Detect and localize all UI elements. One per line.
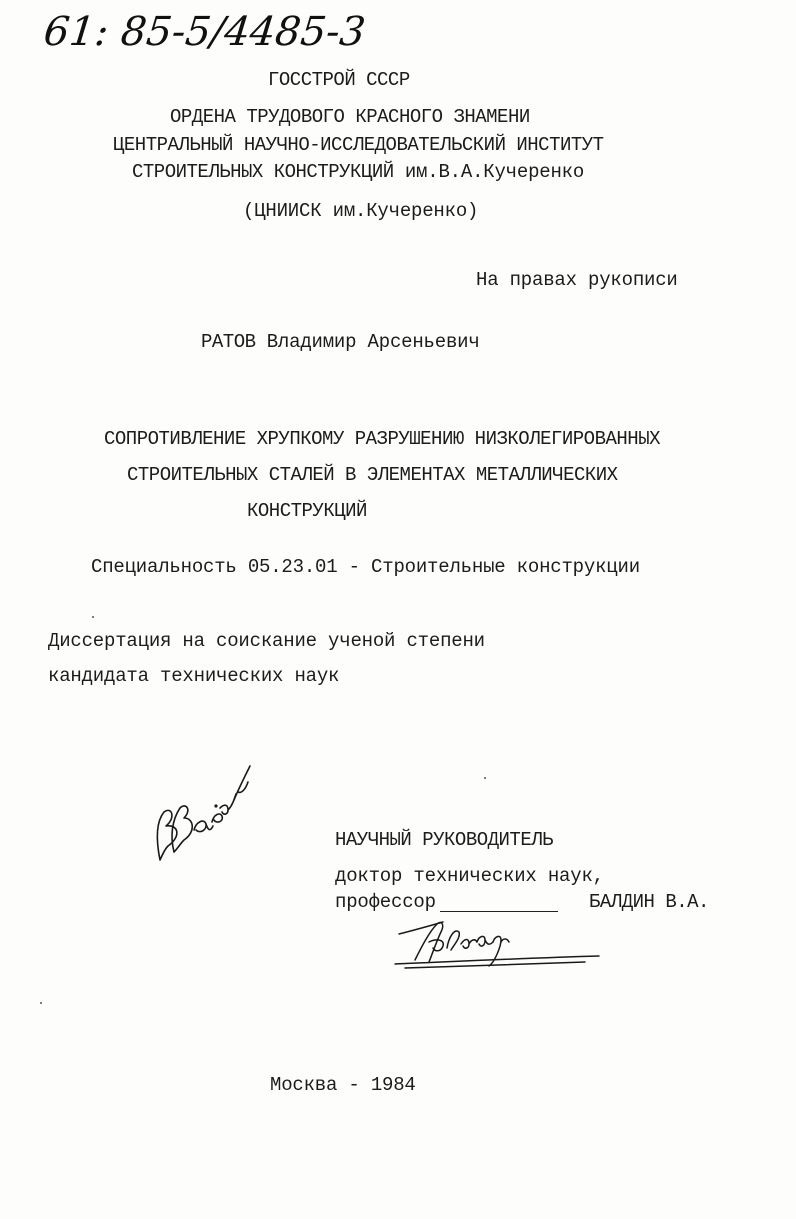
ministry-name: ГОССТРОЙ СССР <box>268 69 410 91</box>
stamp-signature <box>150 760 260 870</box>
title-line-3: КОНСТРУКЦИЙ <box>247 500 367 522</box>
institute-line-3-caps: СТРОИТЕЛЬНЫХ КОНСТРУКЦИЙ <box>132 161 394 183</box>
author-name <box>201 331 480 353</box>
institute-line-3 <box>132 161 584 183</box>
city-year: Москва - 1984 <box>270 1074 416 1096</box>
manuscript-note: На правах рукописи <box>476 269 678 291</box>
archive-number: 61: 85-5/4485-3 <box>41 9 368 55</box>
degree-line-1: Диссертация на соискание ученой степени <box>48 630 485 652</box>
supervisor-rank: профессор <box>335 891 436 913</box>
scan-speck <box>484 777 486 779</box>
supervisor-degree: доктор технических наук, <box>335 865 604 887</box>
supervisor-signature <box>385 912 605 972</box>
title-line-1: СОПРОТИВЛЕНИЕ ХРУПКОМУ РАЗРУШЕНИЮ НИЗКОЛЕГИРОВАННЫХ <box>104 428 660 450</box>
scan-speck <box>40 1002 42 1004</box>
specialty: Специальность 05.23.01 - Строительные конструкции <box>91 556 640 578</box>
institute-line-3-name: им.В.А.Кучеренко <box>404 161 585 183</box>
scan-speck <box>92 616 94 618</box>
title-line-2: СТРОИТЕЛЬНЫХ СТАЛЕЙ В ЭЛЕМЕНТАХ МЕТАЛЛИЧЕСКИХ <box>127 464 618 486</box>
institute-line-2: ЦЕНТРАЛЬНЫЙ НАУЧНО-ИССЛЕДОВАТЕЛЬСКИЙ ИНСТИТУТ <box>113 134 604 156</box>
supervisor-heading: НАУЧНЫЙ РУКОВОДИТЕЛЬ <box>335 829 554 851</box>
supervisor-name: БАЛДИН В.А. <box>589 891 709 913</box>
institute-abbreviation: (ЦНИИСК им.Кучеренко) <box>243 200 479 222</box>
author-given-names: Владимир Арсеньевич <box>266 331 480 353</box>
institute-line-1: ОРДЕНА ТРУДОВОГО КРАСНОГО ЗНАМЕНИ <box>170 106 530 128</box>
degree-line-2: кандидата технических наук <box>48 665 340 687</box>
author-surname: РАТОВ <box>201 331 256 353</box>
